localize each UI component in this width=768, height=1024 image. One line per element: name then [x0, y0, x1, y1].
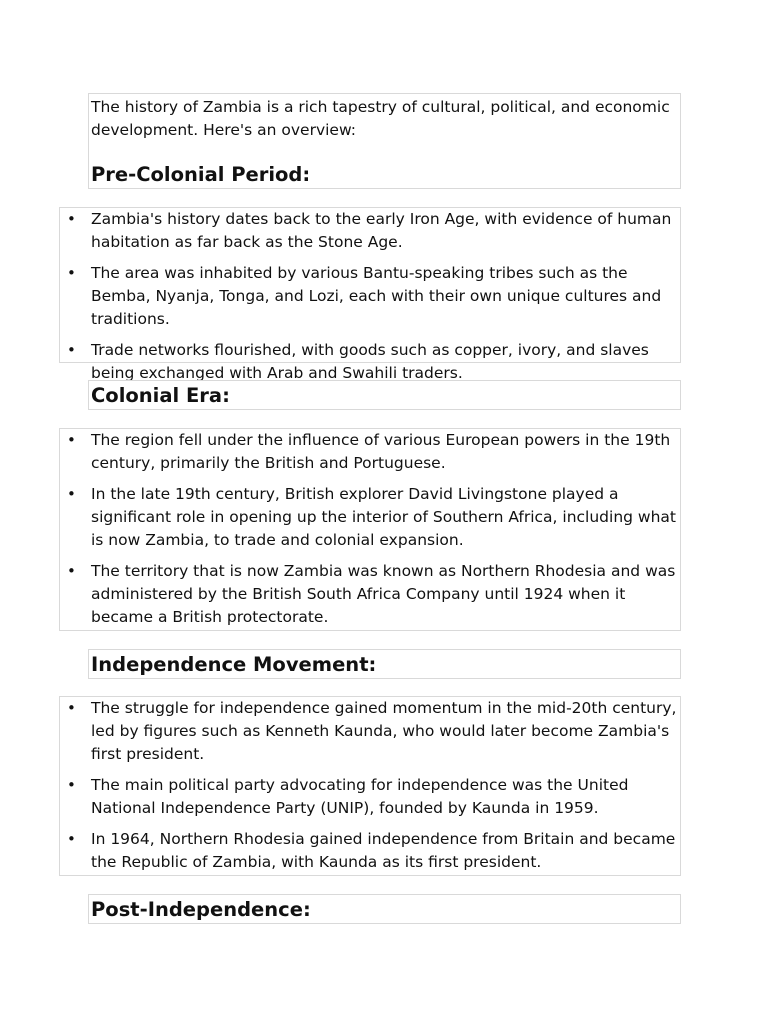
independence-heading-block: [88, 649, 681, 679]
bullet-icon: •: [67, 210, 76, 228]
intro-paragraph: The history of Zambia is a rich tapestry of cultural, political, and economic development. Here's an overview:: [91, 98, 670, 139]
colonial-list: [60, 429, 680, 629]
post-independence-heading-block: [88, 894, 681, 924]
list-item: • The territory that is now Zambia was known as Northern Rhodesia and was administered by the British South Africa Company until 1924 when it became a British protectorate.: [67, 562, 676, 626]
colonial-list-block: [59, 428, 681, 631]
bullet-icon: •: [67, 431, 76, 449]
list-item: • The struggle for independence gained momentum in the mid-20th century, led by figures such as Kenneth Kaunda, who would later become Zambia's first president.: [67, 699, 677, 763]
bullet-icon: •: [67, 699, 76, 717]
list-item: • The main political party advocating for independence was the United National Independence Party (UNIP), founded by Kaunda in 1959.: [67, 776, 629, 817]
heading-pre-colonial: Pre-Colonial Period:: [91, 163, 311, 186]
pre-colonial-list: [60, 208, 680, 385]
bullet-icon: •: [67, 562, 76, 580]
colonial-heading-block: [88, 380, 681, 410]
list-item: • Zambia's history dates back to the early Iron Age, with evidence of human habitation as far back as the Stone Age.: [67, 210, 672, 251]
list-item: • In 1964, Northern Rhodesia gained independence from Britain and became the Republic of Zambia, with Kaunda as its first president.: [67, 830, 676, 871]
bullet-icon: •: [67, 776, 76, 794]
heading-post-independence: Post-Independence:: [91, 898, 311, 921]
bullet-icon: •: [67, 830, 76, 848]
list-item: • The region fell under the influence of various European powers in the 19th century, primarily the British and Portuguese.: [67, 431, 671, 472]
pre-colonial-list-block: [59, 207, 681, 382]
list-item: • Trade networks flourished, with goods such as copper, ivory, and slaves being exchanged with Arab and Swahili traders.: [67, 341, 649, 382]
list-item: • The area was inhabited by various Bantu-speaking tribes such as the Bemba, Nyanja, Tonga, and Lozi, each with their own unique cultures and traditions.: [67, 264, 662, 328]
bullet-icon: •: [67, 485, 76, 503]
bullet-icon: •: [67, 264, 76, 282]
independence-list: [60, 697, 680, 874]
heading-independence-movement: Independence Movement:: [91, 653, 377, 676]
bullet-icon: •: [67, 341, 76, 359]
intro-block: [88, 93, 681, 189]
independence-list-block: [59, 696, 681, 876]
heading-colonial-era: Colonial Era:: [91, 384, 230, 407]
list-item: • In the late 19th century, British explorer David Livingstone played a significant role in opening up the interior of Southern Africa, including what is now Zambia, to trade and colonial expansion.: [67, 485, 676, 549]
